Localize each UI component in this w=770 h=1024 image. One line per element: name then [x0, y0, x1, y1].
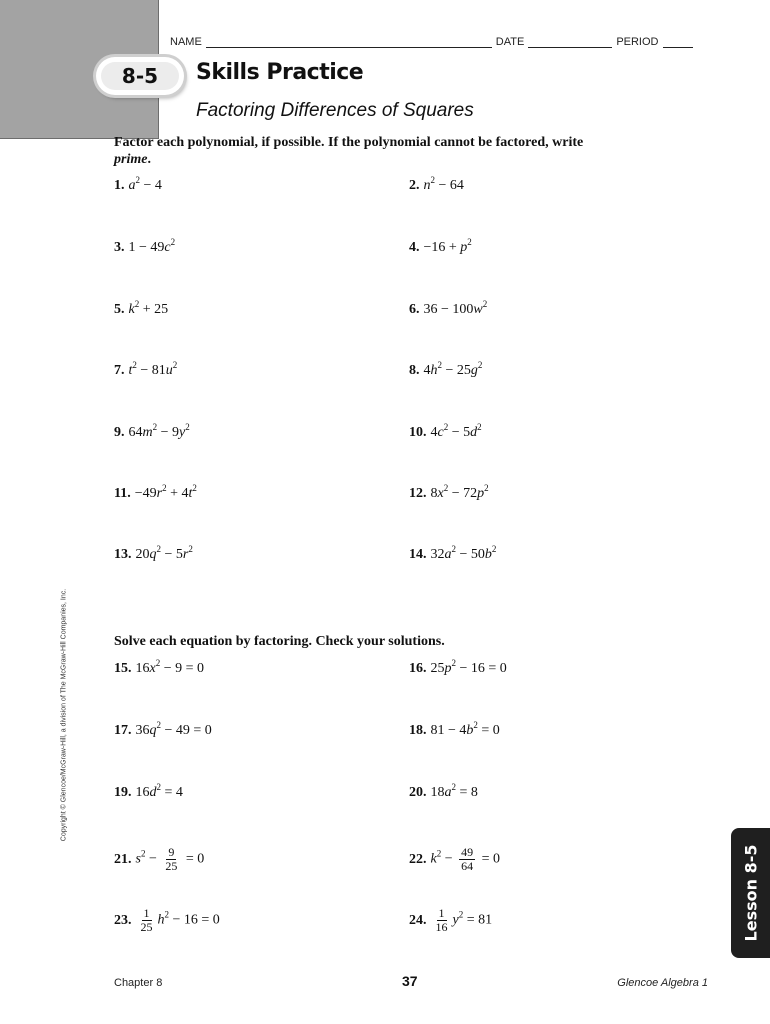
instructions-end: . — [147, 152, 151, 167]
problem-4 — [409, 237, 472, 256]
problem-number: 21. — [114, 851, 132, 867]
problem-14 — [409, 544, 497, 563]
problem-9 — [114, 422, 190, 441]
problem-8 — [409, 360, 483, 379]
problem-expression: $16d^2 = 4$ — [135, 782, 183, 800]
date-label: DATE — [495, 36, 525, 48]
problem-number: 11. — [114, 486, 131, 501]
problem-number: 7. — [114, 363, 125, 378]
lesson-number-badge — [96, 57, 184, 95]
problem-20 — [409, 782, 478, 801]
problem-expression: $t^2 - 81u^2$ — [128, 360, 178, 378]
problem-23 — [114, 907, 220, 934]
problem-13 — [114, 544, 193, 563]
problem-number: 18. — [409, 723, 427, 738]
problem-number: 15. — [114, 661, 132, 676]
problem-expression: $n^2 - 64$ — [423, 175, 464, 193]
problem-3 — [114, 237, 176, 256]
problem-number: 6. — [409, 302, 420, 317]
problem-expression: $1 - 49c^2$ — [128, 237, 176, 255]
problem-number: 8. — [409, 363, 420, 378]
problem-1 — [114, 175, 162, 194]
problem-expression: $k^2$ − $\frac{49}{64}$ = 0 — [430, 845, 501, 873]
problem-expression: $25p^2 - 16 = 0$ — [430, 658, 507, 676]
problem-10 — [409, 422, 482, 441]
problem-expression: $20q^2 - 5r^2$ — [135, 544, 193, 562]
problem-expression: $4h^2 - 25g^2$ — [423, 360, 483, 378]
problem-expression: $8x^2 - 72p^2$ — [430, 483, 489, 501]
problem-number: 17. — [114, 723, 132, 738]
problem-expression: $18a^2 = 8$ — [430, 782, 478, 800]
problem-expression: $a^2 - 4$ — [128, 175, 162, 193]
problem-expression: $\frac{1}{16}$ $y^2 = 81$ — [435, 906, 493, 934]
problem-number: 1. — [114, 178, 125, 193]
problem-number: 12. — [409, 486, 427, 501]
lesson-number: 8-5 — [101, 62, 179, 90]
footer-book-title: Glencoe Algebra 1 — [617, 977, 708, 989]
problem-11 — [114, 483, 197, 502]
problem-expression: $36 - 100w^2$ — [423, 299, 488, 317]
page-title: Skills Practice — [196, 60, 364, 85]
problem-24 — [409, 907, 492, 934]
name-field[interactable] — [206, 37, 492, 48]
problem-7 — [114, 360, 178, 379]
page-number: 37 — [402, 973, 418, 989]
copyright-text: Copyright © Glencoe/McGraw-Hill, a division of The McGraw-Hill Companies, Inc. — [60, 588, 68, 842]
problem-expression: $-49r^2 + 4t^2$ — [134, 483, 197, 501]
page-subtitle: Factoring Differences of Squares — [196, 100, 474, 121]
problem-number: 5. — [114, 302, 125, 317]
problem-5 — [114, 299, 169, 318]
problem-number: 20. — [409, 785, 427, 800]
problem-22 — [409, 846, 500, 873]
period-field[interactable] — [663, 37, 693, 48]
instructions-text: Factor each polynomial, if possible. If the polynomial cannot be factored, write — [114, 135, 584, 150]
problem-17 — [114, 720, 212, 739]
problem-number: 13. — [114, 547, 132, 562]
problem-6 — [409, 299, 488, 318]
problem-expression: $36q^2 - 49 = 0$ — [135, 720, 212, 738]
lesson-tab — [731, 828, 770, 958]
footer-chapter: Chapter 8 — [114, 977, 163, 989]
problem-number: 16. — [409, 661, 427, 676]
problem-number: 14. — [409, 547, 427, 562]
problem-18 — [409, 720, 500, 739]
problem-16 — [409, 658, 507, 677]
problem-expression: $k^2 + 25$ — [128, 299, 169, 317]
problem-expression: $s^2$ − $\frac{9}{25}$ = 0 — [135, 845, 205, 873]
period-label: PERIOD — [616, 36, 659, 48]
problem-number: 3. — [114, 240, 125, 255]
problem-21 — [114, 846, 204, 873]
problem-expression: $81 - 4b^2 = 0$ — [430, 720, 500, 738]
section1-instructions — [114, 134, 694, 168]
problem-number: 22. — [409, 851, 427, 867]
problem-expression: $4c^2 - 5d^2$ — [430, 422, 482, 440]
instructions-italic: prime — [114, 152, 148, 167]
problem-expression: $32a^2 - 50b^2$ — [430, 544, 497, 562]
problem-2 — [409, 175, 464, 194]
problem-12 — [409, 483, 489, 502]
lesson-tab-label: Lesson 8-5 — [741, 844, 760, 942]
problem-number: 4. — [409, 240, 420, 255]
problem-number: 19. — [114, 785, 132, 800]
problem-number: 2. — [409, 178, 420, 193]
section2-instructions: Solve each equation by factoring. Check your solutions. — [114, 634, 445, 649]
problem-expression: $-16 + p^2$ — [423, 237, 472, 255]
name-label: NAME — [170, 36, 202, 48]
problem-19 — [114, 782, 183, 801]
problem-expression: $\frac{1}{25}$ $h^2 - 16 = 0$ — [140, 906, 220, 934]
problem-expression: $64m^2 - 9y^2$ — [128, 422, 190, 440]
problem-expression: $16x^2 - 9 = 0$ — [135, 658, 205, 676]
problem-number: 23. — [114, 912, 132, 928]
problem-number: 24. — [409, 912, 427, 928]
student-info-line — [170, 36, 710, 48]
problem-number: 9. — [114, 425, 125, 440]
problem-number: 10. — [409, 425, 427, 440]
problem-15 — [114, 658, 205, 677]
date-field[interactable] — [528, 37, 612, 48]
